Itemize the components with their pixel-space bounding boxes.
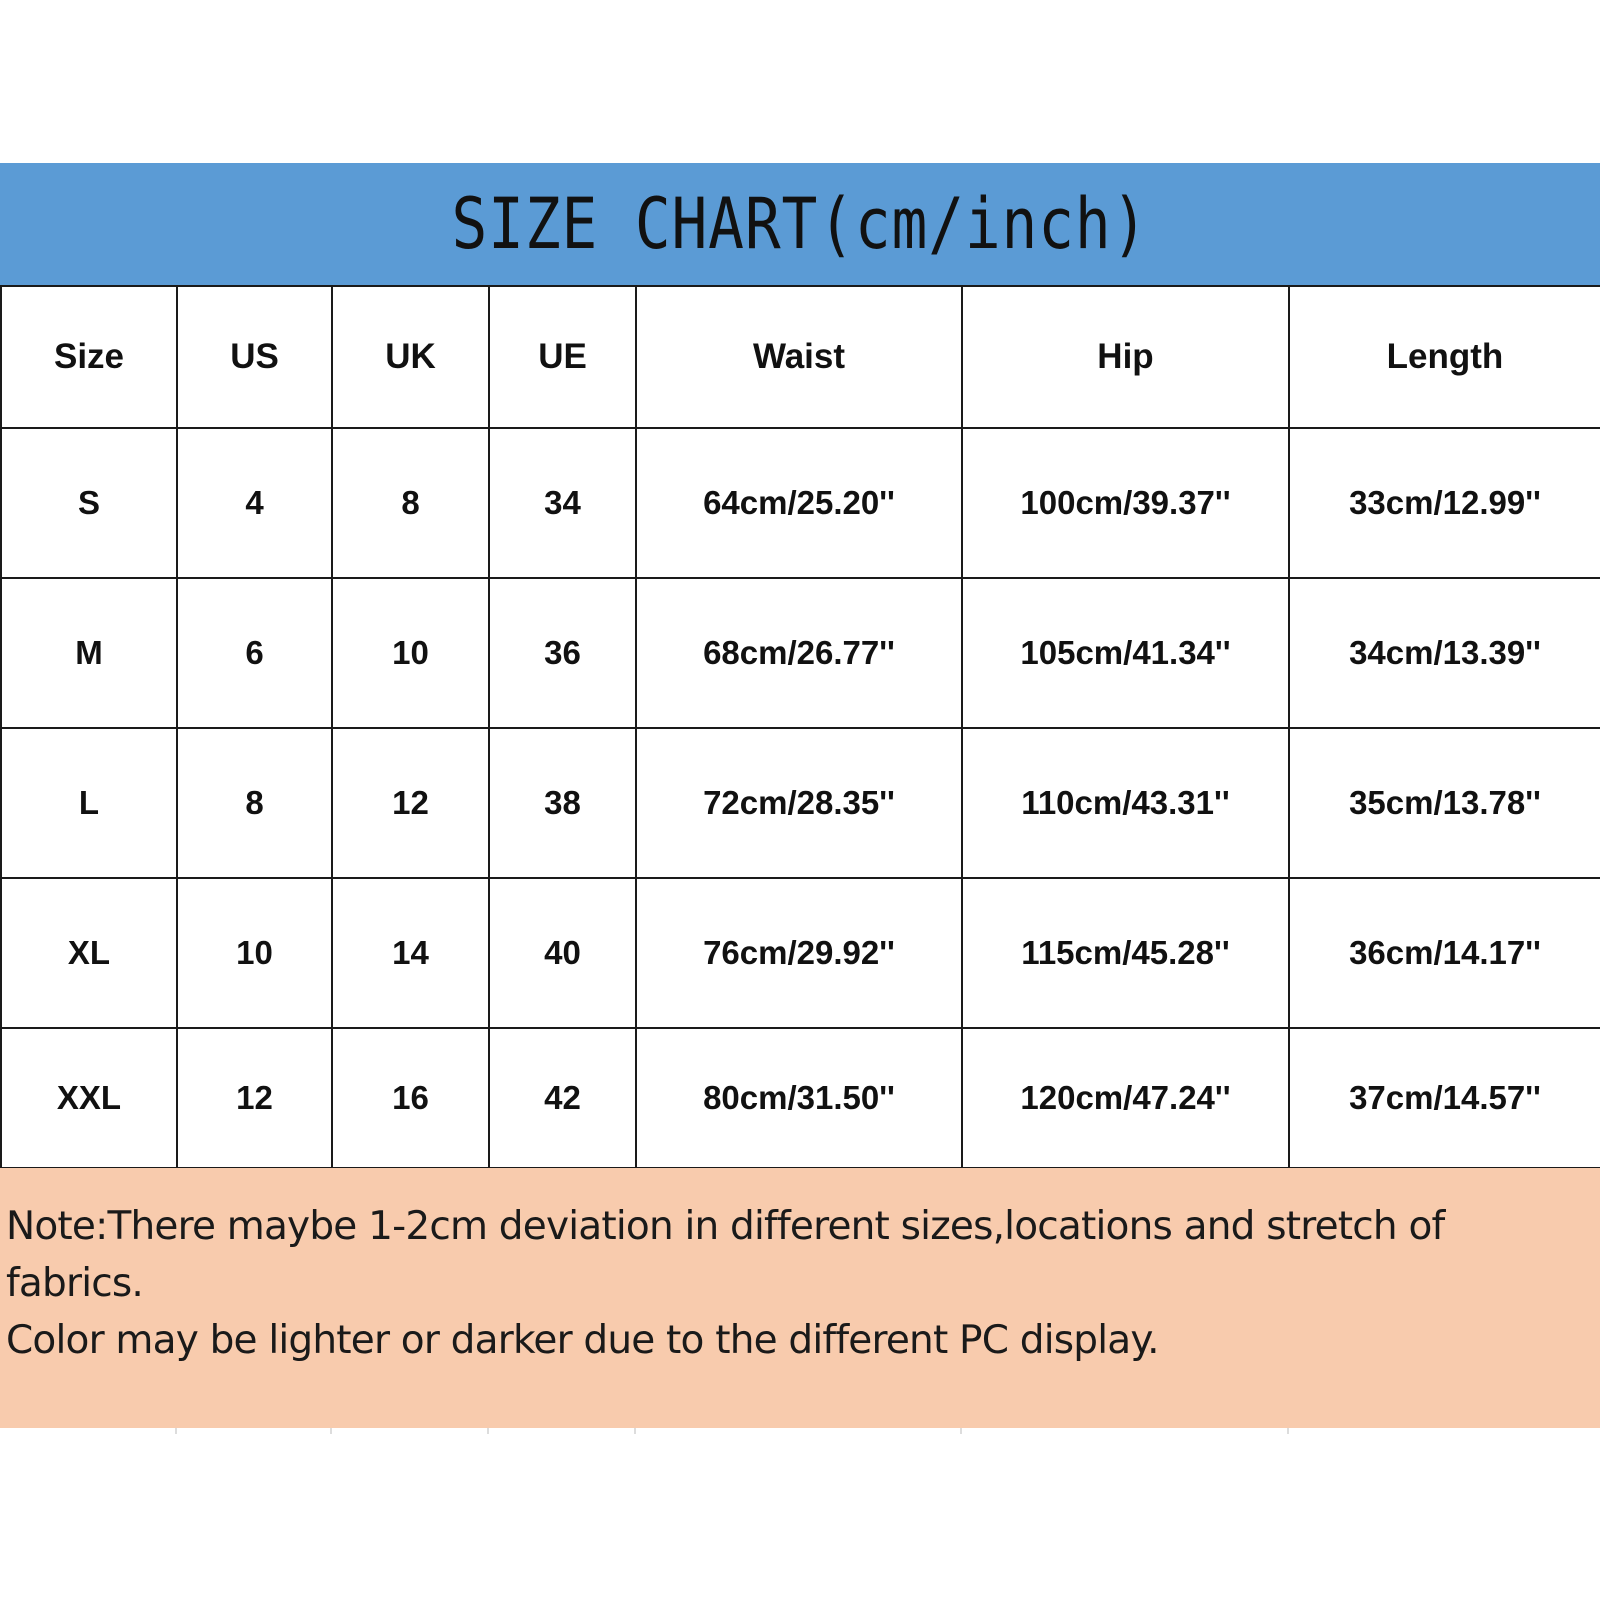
cell-length: 34cm/13.39'' bbox=[1289, 578, 1600, 728]
cell-uk: 16 bbox=[332, 1028, 489, 1168]
cell-length: 37cm/14.57'' bbox=[1289, 1028, 1600, 1168]
cell-us: 12 bbox=[177, 1028, 332, 1168]
cell-uk: 14 bbox=[332, 878, 489, 1028]
cell-us: 4 bbox=[177, 428, 332, 578]
header-hip: Hip bbox=[962, 286, 1289, 428]
cell-waist: 68cm/26.77'' bbox=[636, 578, 962, 728]
note-line: fabrics. bbox=[6, 1261, 144, 1306]
cell-uk: 8 bbox=[332, 428, 489, 578]
cell-uk: 12 bbox=[332, 728, 489, 878]
cell-waist: 76cm/29.92'' bbox=[636, 878, 962, 1028]
cell-us: 10 bbox=[177, 878, 332, 1028]
cell-length: 36cm/14.17'' bbox=[1289, 878, 1600, 1028]
cell-length: 35cm/13.78'' bbox=[1289, 728, 1600, 878]
cell-waist: 72cm/28.35'' bbox=[636, 728, 962, 878]
cell-ue: 40 bbox=[489, 878, 636, 1028]
size-table bbox=[0, 285, 1600, 1169]
divider-ticks bbox=[0, 1428, 1600, 1434]
cell-ue: 38 bbox=[489, 728, 636, 878]
cell-uk: 10 bbox=[332, 578, 489, 728]
cell-size: XL bbox=[1, 878, 177, 1028]
cell-size: M bbox=[1, 578, 177, 728]
header-ue: UE bbox=[489, 286, 636, 428]
cell-length: 33cm/12.99'' bbox=[1289, 428, 1600, 578]
cell-size: XXL bbox=[1, 1028, 177, 1168]
header-uk: UK bbox=[332, 286, 489, 428]
table-row bbox=[1, 728, 1600, 878]
cell-ue: 34 bbox=[489, 428, 636, 578]
cell-waist: 64cm/25.20'' bbox=[636, 428, 962, 578]
table-row bbox=[1, 578, 1600, 728]
cell-size: S bbox=[1, 428, 177, 578]
title-banner bbox=[0, 163, 1600, 285]
cell-hip: 100cm/39.37'' bbox=[962, 428, 1289, 578]
cell-hip: 115cm/45.28'' bbox=[962, 878, 1289, 1028]
header-length: Length bbox=[1289, 286, 1600, 428]
cell-ue: 42 bbox=[489, 1028, 636, 1168]
cell-size: L bbox=[1, 728, 177, 878]
cell-us: 6 bbox=[177, 578, 332, 728]
header-waist: Waist bbox=[636, 286, 962, 428]
table-row bbox=[1, 428, 1600, 578]
note-box bbox=[0, 1168, 1600, 1428]
table-row bbox=[1, 1028, 1600, 1168]
note-line: Note:There maybe 1-2cm deviation in different sizes,locations and stretch of bbox=[6, 1204, 1445, 1249]
chart-title: SIZE CHART(cm/inch) bbox=[451, 183, 1149, 265]
header-size: Size bbox=[1, 286, 177, 428]
cell-hip: 120cm/47.24'' bbox=[962, 1028, 1289, 1168]
cell-hip: 105cm/41.34'' bbox=[962, 578, 1289, 728]
header-us: US bbox=[177, 286, 332, 428]
note-line: Color may be lighter or darker due to the different PC display. bbox=[6, 1318, 1159, 1363]
cell-us: 8 bbox=[177, 728, 332, 878]
cell-ue: 36 bbox=[489, 578, 636, 728]
table-row bbox=[1, 878, 1600, 1028]
header-row bbox=[1, 286, 1600, 428]
cell-hip: 110cm/43.31'' bbox=[962, 728, 1289, 878]
cell-waist: 80cm/31.50'' bbox=[636, 1028, 962, 1168]
